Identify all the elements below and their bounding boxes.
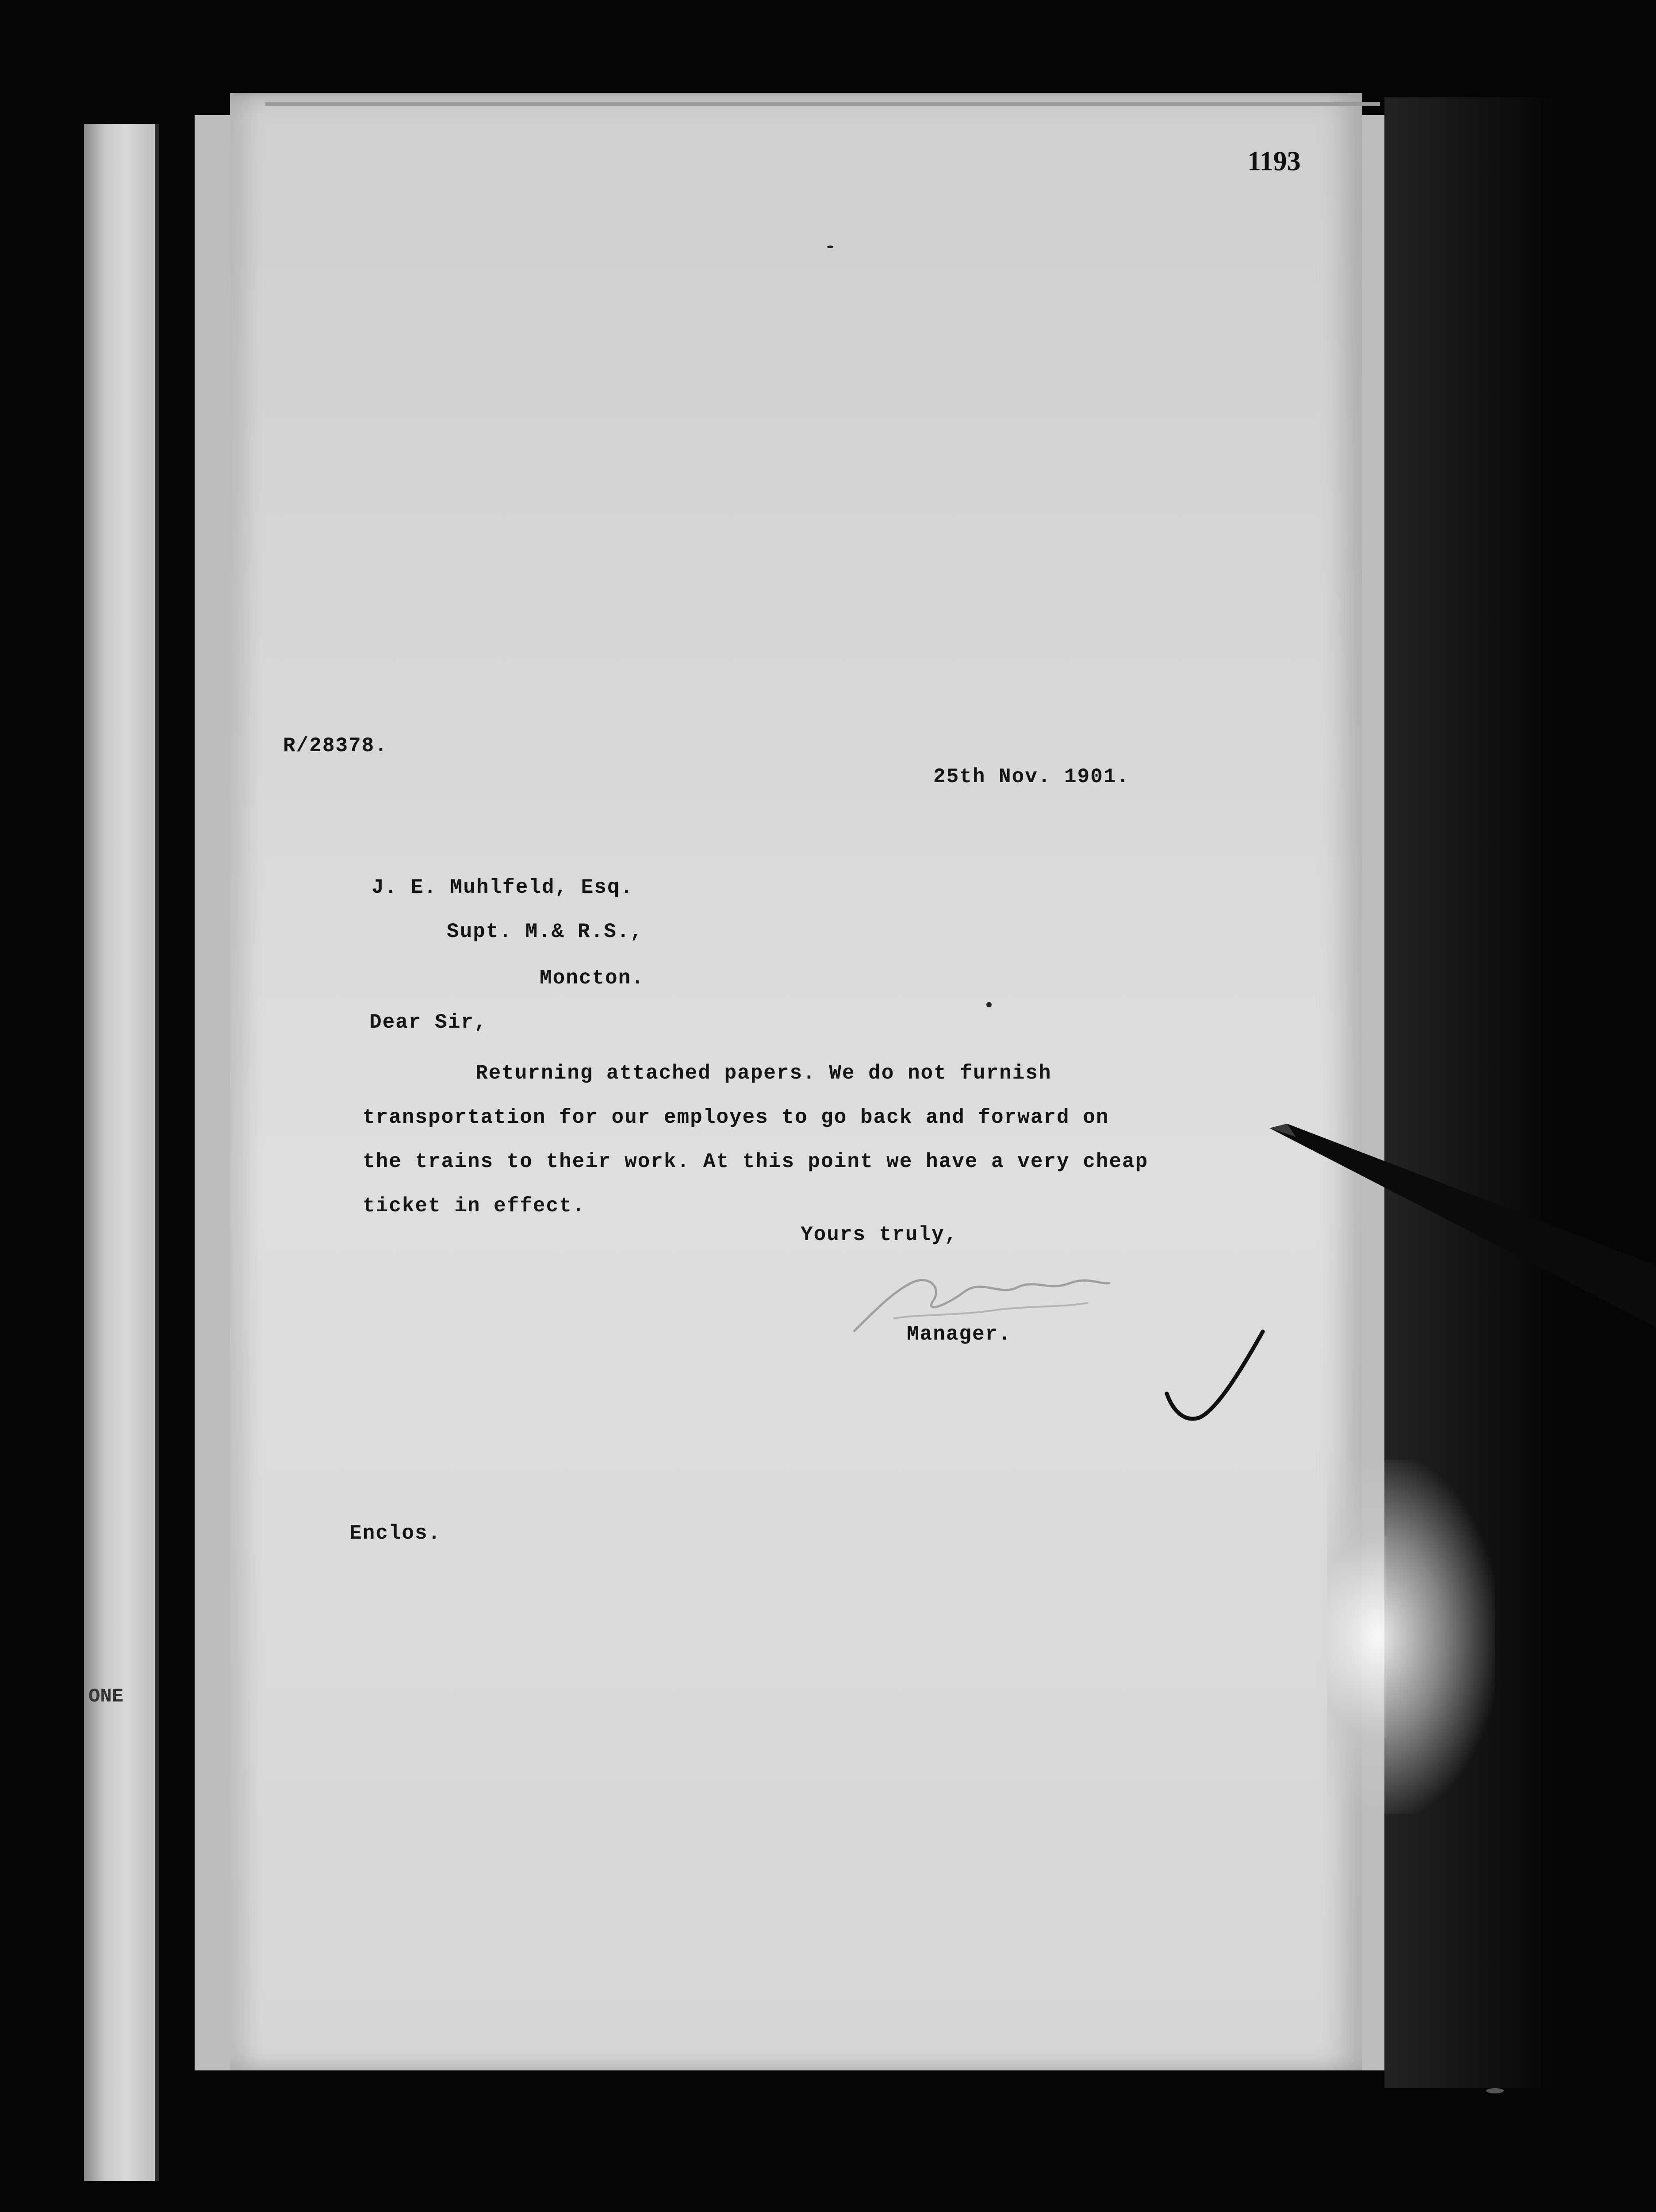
check-mark-icon <box>1159 1327 1269 1433</box>
signature-title: Manager. <box>907 1323 1012 1346</box>
recipient-location: Moncton. <box>540 967 644 990</box>
page-number: 1193 <box>1247 146 1301 177</box>
enclosure-note: Enclos. <box>349 1522 441 1545</box>
bound-volume-spine <box>84 124 159 2181</box>
body-line: transportation for our employes to go back and forward on <box>363 1106 1109 1129</box>
ink-speck <box>827 246 833 248</box>
spine-mark: ONE <box>88 1686 124 1708</box>
closing: Yours truly, <box>801 1223 958 1246</box>
letter-date: 25th Nov. 1901. <box>933 765 1130 788</box>
ink-speck <box>986 1002 992 1007</box>
body-line: ticket in effect. <box>363 1194 586 1217</box>
ink-speck <box>1486 2088 1504 2093</box>
page-fold-highlight <box>1327 1460 1495 1814</box>
letter-reference: R/28378. <box>283 734 388 757</box>
body-line: the trains to their work. At this point we have a very cheap <box>363 1150 1149 1173</box>
pen-pointer <box>1269 1119 1656 1340</box>
page-top-edge <box>265 102 1380 106</box>
recipient-title: Supt. M.& R.S., <box>447 920 644 943</box>
recipient-name: J. E. Muhlfeld, Esq. <box>372 876 634 899</box>
body-line: Returning attached papers. We do not furnish <box>475 1062 1052 1085</box>
salutation: Dear Sir, <box>369 1011 487 1034</box>
